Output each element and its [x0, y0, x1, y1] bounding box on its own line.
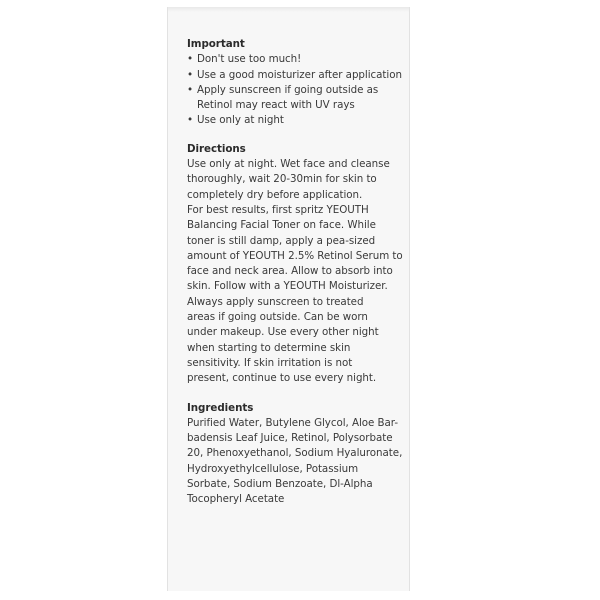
- label-text-panel: [187, 37, 412, 508]
- list-item: [187, 68, 412, 83]
- ingredients-heading: Ingredients: [187, 401, 254, 414]
- box-top-edge: [168, 7, 409, 12]
- important-item-text: Use only at night: [197, 114, 284, 127]
- important-heading: Important: [187, 38, 245, 50]
- bullet-icon: •: [187, 68, 194, 81]
- important-item-text: Apply sunscreen if going outside as Retinol may react with UV rays: [197, 83, 379, 112]
- list-item: [187, 113, 412, 128]
- directions-text: Use only at night. Wet face and cleanse thoroughly, wait 20-30min for skin to completely dry before application. For best results, first spritz YEOUTH Balancing Facial Toner on face. While toner is still damp, apply a pea-sized amount of YEOUTH 2.5% Retinol Serum to face and neck area. Allow to absorb into skin. Follow with a YEOUTH Moisturizer. Always apply sunscreen to treated areas if going outside. Can be worn under makeup. Use every other night when starting to determine skin sensitivity. If skin irritation is not present, continue to use every night.: [187, 158, 403, 385]
- directions-section: [187, 142, 412, 387]
- important-item-text: Use a good moisturizer after application: [197, 68, 402, 81]
- important-item-text: Don't use too much!: [197, 53, 302, 66]
- bullet-icon: •: [187, 53, 194, 66]
- list-item: [187, 83, 412, 114]
- important-section: [187, 37, 412, 129]
- bullet-icon: •: [187, 114, 194, 127]
- bullet-icon: •: [187, 83, 194, 96]
- ingredients-text: Purified Water, Butylene Glycol, Aloe Bar- badensis Leaf Juice, Retinol, Polysorbate 20, Phenoxyethanol, Sodium Hyaluronate, Hydroxyethylcellulose, Potassium Sorbate, Sodium Benzoate, Dl-Alpha Tocopheryl Acetate: [187, 416, 403, 506]
- important-list: [187, 52, 412, 128]
- list-item: [187, 52, 412, 67]
- section-spacer: [187, 129, 412, 142]
- directions-heading: Directions: [187, 142, 246, 155]
- section-spacer: [187, 387, 412, 401]
- ingredients-section: [187, 401, 412, 508]
